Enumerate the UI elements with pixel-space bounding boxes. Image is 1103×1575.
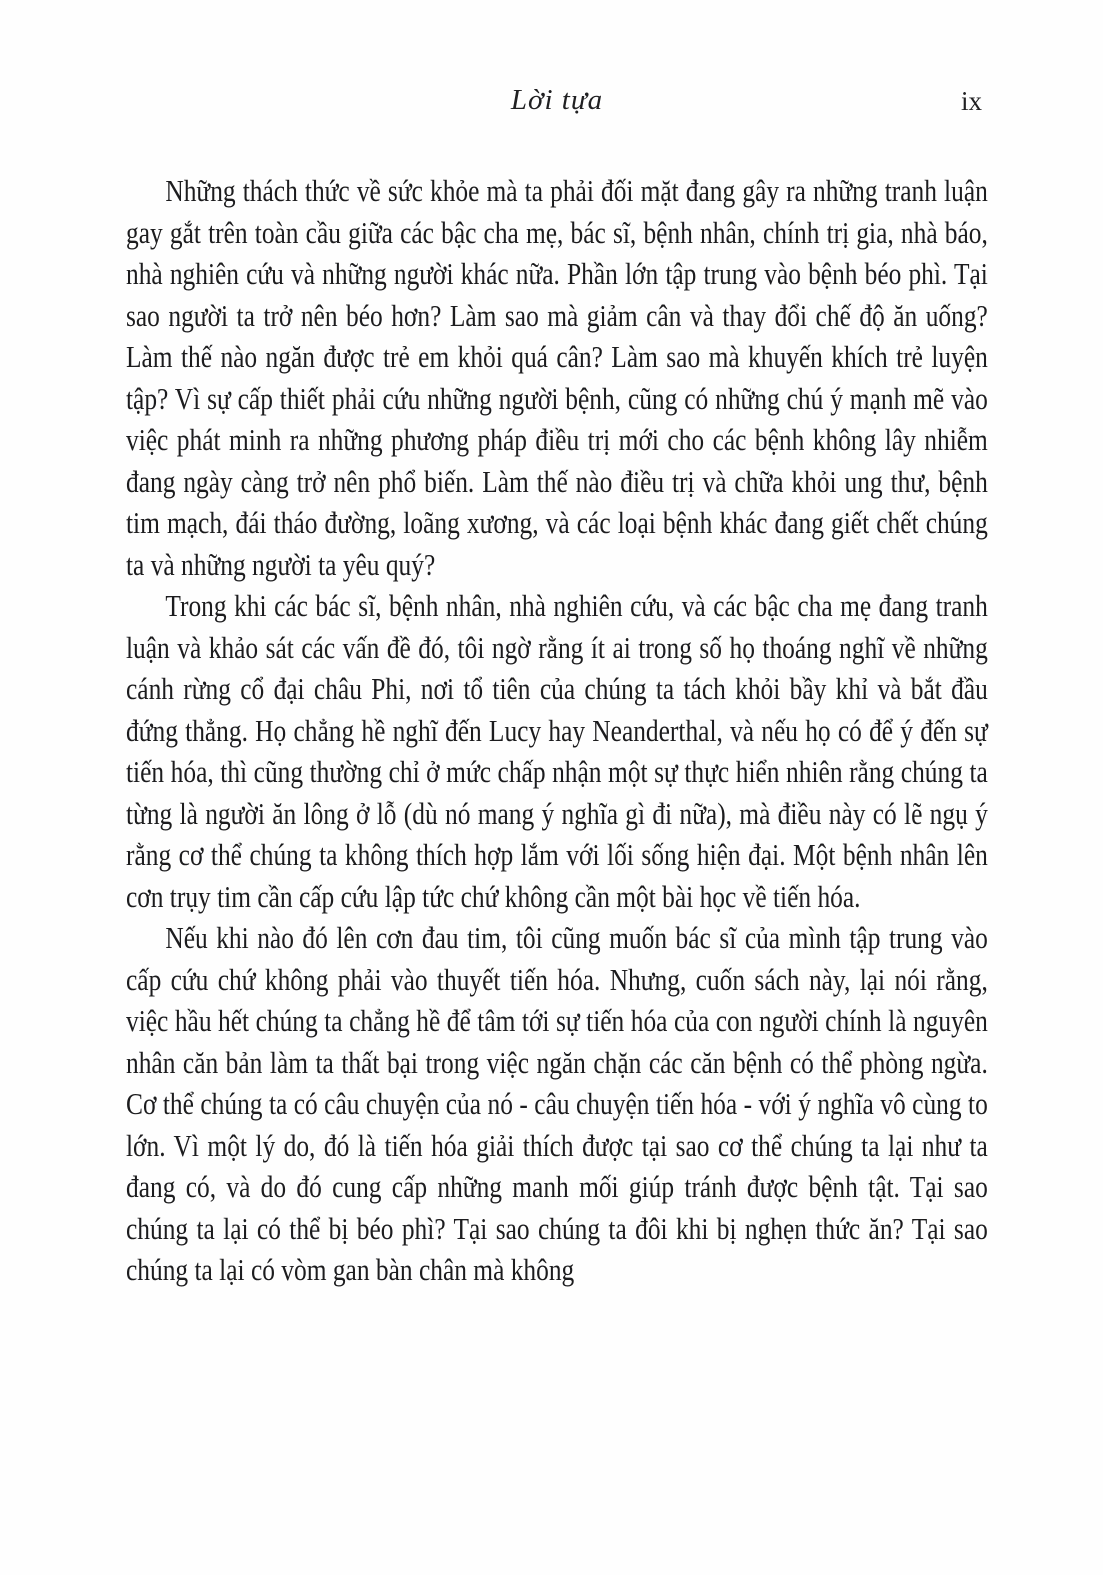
page-header xyxy=(126,84,988,124)
paragraph-3: Nếu khi nào đó lên cơn đau tim, tôi cũng muốn bác sĩ của mình tập trung vào cấp cứu chứ không phải vào thuyết tiến hóa. Nhưng, cuốn sách này, lại nói rằng, việc hầu hết chúng ta chẳng hề để tâm tới sự tiến hóa của con người chính là nguyên nhân căn bản làm ta thất bại trong việc ngăn chặn các căn bệnh có thể phòng ngừa. Cơ thể chúng ta có câu chuyện của nó - câu chuyện tiến hóa - với ý nghĩa vô cùng to lớn. Vì một lý do, đó là tiến hóa giải thích được tại sao cơ thể chúng ta lại như ta đang có, và do đó cung cấp những manh mối giúp tránh được bệnh tật. Tại sao chúng ta lại có thể bị béo phì? Tại sao chúng ta đôi khi bị nghẹn thức ăn? Tại sao chúng ta lại có vòm gan bàn chân mà không xyxy=(126,920,988,1287)
paragraph-1: Những thách thức về sức khỏe mà ta phải đối mặt đang gây ra những tranh luận gay gắt trên toàn cầu giữa các bậc cha mẹ, bác sĩ, bệnh nhân, chính trị gia, nhà báo, nhà nghiên cứu và những người khác nữa. Phần lớn tập trung vào bệnh béo phì. Tại sao người ta trở nên béo hơn? Làm sao mà giảm cân và thay đổi chế độ ăn uống? Làm thế nào ngăn được trẻ em khỏi quá cân? Làm sao mà khuyến khích trẻ luyện tập? Vì sự cấp thiết phải cứu những người bệnh, cũng có những chú ý mạnh mẽ vào việc phát minh ra những phương pháp điều trị mới cho các bệnh không lây nhiễm đang ngày càng trở nên phổ biến. Làm thế nào điều trị và chữa khỏi ung thư, bệnh tim mạch, đái tháo đường, loãng xương, và các loại bệnh khác đang giết chết chúng ta và những người ta yêu quý? xyxy=(126,173,988,582)
paragraph-2: Trong khi các bác sĩ, bệnh nhân, nhà nghiên cứu, và các bậc cha mẹ đang tranh luận và khảo sát các vấn đề đó, tôi ngờ rằng ít ai trong số họ thoáng nghĩ về những cánh rừng cổ đại châu Phi, nơi tổ tiên của chúng ta tách khỏi bầy khỉ và bắt đầu đứng thẳng. Họ chẳng hề nghĩ đến Lucy hay Neanderthal, và nếu họ có để ý đến sự tiến hóa, thì cũng thường chỉ ở mức chấp nhận một sự thực hiển nhiên rằng chúng ta từng là người ăn lông ở lỗ (dù nó mang ý nghĩa gì đi nữa), mà điều này có lẽ ngụ ý rằng cơ thể chúng ta không thích hợp lắm với lối sống hiện đại. Một bệnh nhân lên cơn trụy tim cần cấp cứu lập tức chứ không cần một bài học về tiến hóa. xyxy=(126,588,988,914)
page-number: ix xyxy=(960,86,982,116)
page-body xyxy=(126,170,988,1291)
running-title: Lời tựa xyxy=(510,84,604,116)
